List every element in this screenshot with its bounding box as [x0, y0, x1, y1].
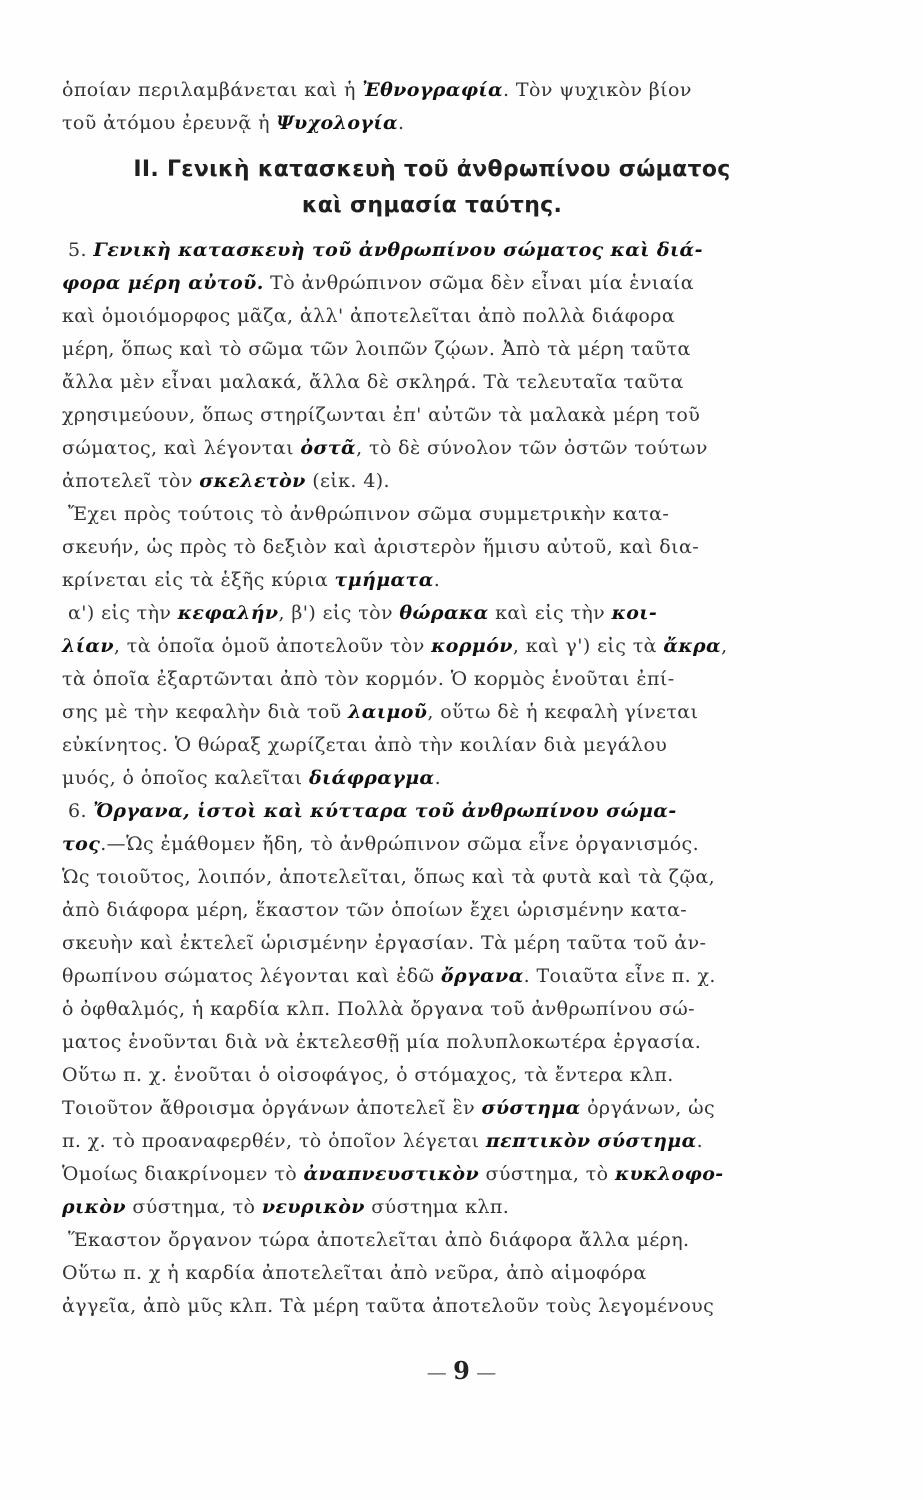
body-text: [62, 234, 802, 1323]
text-run: 6.: [68, 800, 94, 822]
body-line: [62, 993, 802, 1026]
text-run: Οὕτω π. χ ἡ καρδία ἀποτελεῖται ἀπὸ νεῦρα, ἀπὸ αἱμοφόρα: [62, 1262, 647, 1284]
body-line: [62, 729, 802, 762]
emphasized-term: ἄκρα: [663, 635, 722, 657]
body-line: [62, 465, 802, 498]
text-run: σκευὴν καὶ ἐκτελεῖ ὡρισμένην ἐργασίαν. Τὰ μέρη ταῦτα τοῦ ἀν-: [62, 932, 707, 954]
text-run: ὁ ὀφθαλμός, ἡ καρδία κλπ. Πολλὰ ὄργανα τοῦ ἀνθρωπίνου σώ-: [62, 998, 695, 1020]
body-line: [62, 861, 802, 894]
body-line: [62, 498, 802, 531]
body-line: [62, 1158, 802, 1191]
text-run: σης μὲ τὴν κεφαλὴν διὰ τοῦ: [62, 701, 349, 723]
text-run: ἀγγεῖα, ἀπὸ μῦς κλπ. Τὰ μέρη ταῦτα ἀποτελοῦν τοὺς λεγομένους: [62, 1295, 715, 1317]
body-line: [62, 1059, 802, 1092]
text-run: .: [397, 112, 405, 134]
intro-line: [62, 107, 802, 140]
text-run: ,: [721, 635, 728, 657]
text-run: σώματος, καὶ λέγονται: [62, 437, 301, 459]
body-line: [62, 927, 802, 960]
text-run: ὁποίαν περιλαμβάνεται καὶ ἡ: [62, 79, 363, 101]
body-line: [62, 234, 802, 267]
text-run: ἄλλα μὲν εἶναι μαλακά, ἄλλα δὲ σκληρά. Τὰ τελευταῖα ταῦτα: [62, 371, 684, 393]
text-run: Ὡς τοιοῦτος, λοιπόν, ἀποτελεῖται, ὅπως καὶ τὰ φυτὰ καὶ τὰ ζῷα,: [62, 866, 716, 888]
emphasized-term: λαιμοῦ: [348, 701, 428, 723]
text-run: σύστημα, τὸ: [125, 1196, 262, 1218]
emphasized-term: τμήματα: [334, 569, 434, 591]
emphasized-term: πεπτικὸν σύστημα: [485, 1130, 697, 1152]
emphasized-term: Ὄργανα, ἱστοὶ καὶ κύτταρα τοῦ ἀνθρωπίνου σώμα-: [93, 800, 677, 822]
emphasized-term: ὀστᾶ: [300, 437, 357, 459]
page-number-footer: — 9 —: [426, 1356, 497, 1385]
emphasized-term: σκελετὸν: [199, 470, 306, 492]
text-run: σύστημα, τὸ: [479, 1163, 615, 1185]
text-run: Ἕκαστον ὄργανον τώρα ἀποτελεῖται ἀπὸ διάφορα ἄλλα μέρη.: [68, 1229, 690, 1251]
emphasized-term: νευρικὸν: [261, 1196, 365, 1218]
emphasized-term: Ψυχολογία: [276, 112, 398, 134]
body-line: [62, 828, 802, 861]
body-line: [62, 960, 802, 993]
text-run: .: [433, 569, 441, 591]
section-heading-line-2: καὶ σημασία ταύτης.: [301, 193, 563, 218]
body-line: [62, 1092, 802, 1125]
text-run: ματος ἑνοῦνται διὰ νὰ ἐκτελεσθῇ μία πολυπλοκωτέρα ἐργασία.: [62, 1031, 702, 1053]
body-line: [62, 630, 802, 663]
body-line: [62, 597, 802, 630]
body-line: [62, 1125, 802, 1158]
text-run: καὶ εἰς τὴν: [488, 602, 612, 624]
text-run: Ἔχει πρὸς τούτοις τὸ ἀνθρώπινον σῶμα συμμετρικὴν κατα-: [68, 503, 670, 525]
text-run: μέρη, ὅπως καὶ τὸ σῶμα τῶν λοιπῶν ζῴων. Ἀπὸ τὰ μέρη ταῦτα: [62, 338, 691, 360]
text-run: , οὕτω δὲ ἡ κεφαλὴ γίνεται: [427, 701, 699, 723]
body-line: [62, 1290, 802, 1323]
text-run: θρωπίνου σώματος λέγονται καὶ ἐδῶ: [62, 965, 441, 987]
emphasized-term: κοι-: [611, 602, 658, 624]
body-line: [62, 696, 802, 729]
emphasized-term: θώρακα: [399, 602, 489, 624]
text-run: σκευήν, ὡς πρὸς τὸ δεξιὸν καὶ ἀριστερὸν ἥμισυ αὐτοῦ, καὶ δια-: [62, 536, 700, 558]
emphasized-term: κορμόν: [431, 635, 513, 657]
text-run: μυός, ὁ ὁποῖος καλεῖται: [62, 767, 309, 789]
section-heading-line-1: II. Γενικὴ κατασκευὴ τοῦ ἀνθρωπίνου σώματος: [133, 157, 731, 182]
emphasized-term: κεφαλήν: [177, 602, 279, 624]
text-run: 5.: [68, 239, 94, 261]
text-run: , τὸ δὲ σύνολον τῶν ὀστῶν τούτων: [356, 437, 708, 459]
body-line: [62, 1026, 802, 1059]
emphasized-term: φορα μέρη αὐτοῦ.: [62, 272, 264, 294]
text-run: ὀργάνων, ὡς: [580, 1097, 716, 1119]
emphasized-term: τος: [62, 833, 101, 855]
text-run: , β') εἰς τὸν: [278, 602, 400, 624]
body-line: [62, 762, 802, 795]
body-line: [62, 564, 802, 597]
emphasized-term: λίαν: [62, 635, 114, 657]
body-line: [62, 1191, 802, 1224]
body-line: [62, 432, 802, 465]
text-run: . Τὸν ψυχικὸν βίον: [503, 79, 692, 101]
text-run: Ὁμοίως διακρίνομεν τὸ: [62, 1163, 304, 1185]
body-line: [62, 894, 802, 927]
body-line: [62, 267, 802, 300]
text-run: ἀπὸ διάφορα μέρη, ἕκαστον τῶν ὁποίων ἔχει ὡρισμένην κατα-: [62, 899, 688, 921]
text-run: (εἰκ. 4).: [305, 470, 390, 492]
body-line: [62, 663, 802, 696]
text-run: .—Ὡς ἐμάθομεν ἤδη, τὸ ἀνθρώπινον σῶμα εἶνε ὀργανισμός.: [100, 833, 700, 855]
text-run: .: [434, 767, 442, 789]
text-run: , καὶ γ') εἰς τὰ: [512, 635, 664, 657]
emphasized-term: σύστημα: [481, 1097, 581, 1119]
page-content: [62, 74, 802, 1323]
body-line: [62, 531, 802, 564]
body-line: [62, 366, 802, 399]
emphasized-term: ρικὸν: [62, 1196, 126, 1218]
emphasized-term: Γενικὴ κατασκευὴ τοῦ ἀνθρωπίνου σώματος καὶ διά-: [93, 239, 703, 261]
text-run: Τοιοῦτον ἄθροισμα ὀργάνων ἀποτελεῖ ἓν: [62, 1097, 482, 1119]
intro-paragraph: [62, 74, 802, 140]
text-run: Οὕτω π. χ. ἑνοῦται ὁ οἰσοφάγος, ὁ στόμαχος, τὰ ἔντερα κλπ.: [62, 1064, 674, 1086]
body-line: [62, 300, 802, 333]
text-run: α') εἰς τὴν: [68, 602, 178, 624]
emphasized-term: ὄργανα: [440, 965, 524, 987]
emphasized-term: Ἐθνογραφία: [362, 79, 504, 101]
text-run: ἀποτελεῖ τὸν: [62, 470, 200, 492]
body-line: [62, 1257, 802, 1290]
text-run: κρίνεται εἰς τὰ ἑξῆς κύρια: [62, 569, 335, 591]
text-run: .: [696, 1130, 704, 1152]
text-run: εὐκίνητος. Ὁ θώραξ χωρίζεται ἀπὸ τὴν κοιλίαν διὰ μεγάλου: [62, 734, 668, 756]
body-line: [62, 795, 802, 828]
emphasized-term: κυκλοφο-: [614, 1163, 724, 1185]
emphasized-term: ἀναπνευστικὸν: [303, 1163, 480, 1185]
text-run: τὰ ὁποῖα ἐξαρτῶνται ἀπὸ τὸν κορμόν. Ὁ κορμὸς ἑνοῦται ἐπί-: [62, 668, 675, 690]
body-line: [62, 333, 802, 366]
text-run: π. χ. τὸ προαναφερθέν, τὸ ὁποῖον λέγεται: [62, 1130, 486, 1152]
page-number: 9: [453, 1356, 470, 1385]
text-run: σύστημα κλπ.: [364, 1196, 510, 1218]
text-run: χρησιμεύουν, ὅπως στηρίζωνται ἐπ' αὐτῶν τὰ μαλακὰ μέρη τοῦ: [62, 404, 701, 426]
body-line: [62, 1224, 802, 1257]
text-run: Τὸ ἀνθρώπινον σῶμα δὲν εἶναι μία ἑνιαία: [263, 272, 694, 294]
text-run: . Τοιαῦτα εἶνε π. χ.: [523, 965, 716, 987]
intro-line: [62, 74, 802, 107]
text-run: , τὰ ὁποῖα ὁμοῦ ἀποτελοῦν τὸν: [113, 635, 432, 657]
text-run: καὶ ὁμοιόμορφος μᾶζα, ἀλλ' ἀποτελεῖται ἀπὸ πολλὰ διάφορα: [62, 305, 676, 327]
emphasized-term: διάφραγμα: [308, 767, 435, 789]
text-run: τοῦ ἀτόμου ἐρευνᾷ ἡ: [62, 112, 277, 134]
body-line: [62, 399, 802, 432]
